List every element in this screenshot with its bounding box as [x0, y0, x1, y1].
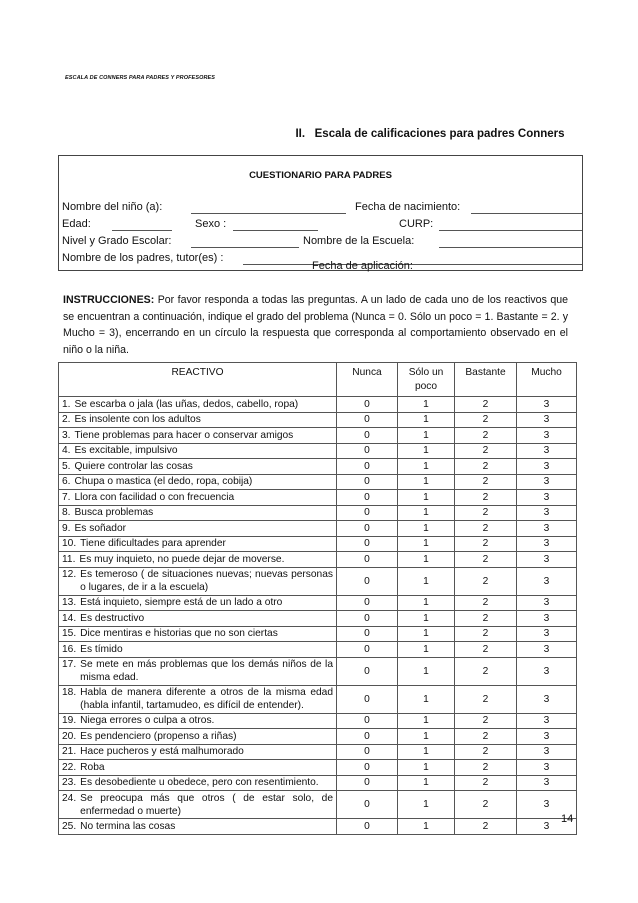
score-little[interactable]: 1: [398, 819, 455, 835]
item-cell: [59, 521, 337, 537]
score-never[interactable]: 0: [337, 744, 398, 760]
item-text: Es pendenciero (propenso a riñas): [80, 730, 237, 742]
section-heading: [0, 128, 638, 140]
score-quite[interactable]: 2: [455, 611, 517, 627]
item-cell: [59, 567, 337, 595]
child-name-label: Nombre del niño (a):: [62, 201, 163, 213]
item-text: Tiene dificultades para aprender: [80, 538, 226, 550]
score-much[interactable]: 3: [517, 490, 577, 506]
score-quite[interactable]: 2: [455, 428, 517, 444]
item-cell: [59, 775, 337, 791]
item-text: Habla de manera diferente a otros de la misma edad (habla infantil, tartamudeo, es difícil de entender).: [80, 687, 333, 711]
item-text: Es temeroso ( de situaciones nuevas; nuevas personas o lugares, de ir a la escuela): [80, 569, 333, 593]
score-little[interactable]: 1: [398, 490, 455, 506]
item-text: Hace pucheros y está malhumorado: [80, 746, 244, 758]
item-number: 7.: [62, 491, 71, 503]
score-quite[interactable]: 2: [455, 567, 517, 595]
score-little[interactable]: 1: [398, 775, 455, 791]
item-cell: [59, 760, 337, 776]
score-little[interactable]: 1: [398, 744, 455, 760]
item-number: 1.: [62, 398, 71, 410]
score-never[interactable]: 0: [337, 657, 398, 685]
table-row: [59, 760, 577, 776]
score-much[interactable]: 3: [517, 760, 577, 776]
item-cell: [59, 536, 337, 552]
item-number: 15.: [62, 628, 77, 640]
table-row: [59, 791, 577, 819]
item-cell: [59, 505, 337, 521]
score-quite[interactable]: 2: [455, 760, 517, 776]
item-text: Chupa o mastica (el dedo, ropa, cobija): [74, 476, 253, 488]
score-much[interactable]: 3: [517, 428, 577, 444]
item-text: Llora con facilidad o con frecuencia: [74, 491, 235, 503]
score-much[interactable]: 3: [517, 505, 577, 521]
item-cell: [59, 713, 337, 729]
table-row: [59, 459, 577, 475]
curp-field[interactable]: [439, 230, 582, 231]
table-header-row: [59, 363, 577, 397]
item-text: Roba: [80, 761, 105, 773]
score-never[interactable]: 0: [337, 626, 398, 642]
score-quite[interactable]: 2: [455, 642, 517, 658]
item-cell: [59, 626, 337, 642]
score-never[interactable]: 0: [337, 397, 398, 413]
age-field[interactable]: [112, 230, 172, 231]
score-quite[interactable]: 2: [455, 744, 517, 760]
score-little[interactable]: 1: [398, 443, 455, 459]
score-never[interactable]: 0: [337, 428, 398, 444]
score-quite[interactable]: 2: [455, 412, 517, 428]
table-row: [59, 713, 577, 729]
parent-questionnaire-form: [58, 155, 583, 271]
table-row: [59, 428, 577, 444]
item-cell: [59, 819, 337, 835]
score-little[interactable]: 1: [398, 657, 455, 685]
item-text: Se preocupa más que otros ( de estar solo, de enfermedad o muerte): [80, 792, 333, 817]
table-row: [59, 595, 577, 611]
score-little[interactable]: 1: [398, 626, 455, 642]
score-much[interactable]: 3: [517, 521, 577, 537]
score-little[interactable]: 1: [398, 567, 455, 595]
curp-label: CURP:: [399, 218, 434, 230]
score-never[interactable]: 0: [337, 443, 398, 459]
form-title: CUESTIONARIO PARA PADRES: [249, 170, 392, 181]
score-quite[interactable]: 2: [455, 443, 517, 459]
score-little[interactable]: 1: [398, 791, 455, 819]
score-quite[interactable]: 2: [455, 626, 517, 642]
score-little[interactable]: 1: [398, 642, 455, 658]
score-much[interactable]: 3: [517, 791, 577, 819]
score-never[interactable]: 0: [337, 505, 398, 521]
score-never[interactable]: 0: [337, 642, 398, 658]
score-little[interactable]: 1: [398, 760, 455, 776]
age-label: Edad:: [62, 218, 91, 230]
instructions-label: INSTRUCCIONES:: [63, 294, 155, 306]
item-number: 3.: [62, 429, 71, 441]
item-cell: [59, 729, 337, 745]
instructions: [63, 292, 568, 358]
table-row: [59, 744, 577, 760]
item-number: 14.: [62, 612, 77, 624]
score-much[interactable]: 3: [517, 713, 577, 729]
item-text: Es insolente con los adultos: [74, 414, 201, 426]
table-row: [59, 490, 577, 506]
section-number: II.: [295, 128, 306, 140]
item-text: Es soñador: [74, 522, 127, 534]
score-much[interactable]: 3: [517, 412, 577, 428]
running-header: ESCALA DE CONNERS PARA PADRES Y PROFESORES: [65, 75, 216, 81]
item-text: Quiere controlar las cosas: [74, 460, 193, 472]
item-text: Es tímido: [80, 643, 123, 655]
score-little[interactable]: 1: [398, 397, 455, 413]
item-cell: [59, 412, 337, 428]
score-never[interactable]: 0: [337, 536, 398, 552]
page-number: 14: [561, 813, 574, 825]
score-little[interactable]: 1: [398, 685, 455, 713]
score-quite[interactable]: 2: [455, 791, 517, 819]
item-number: 5.: [62, 460, 71, 472]
table-row: [59, 443, 577, 459]
header-item: REACTIVO: [59, 363, 337, 397]
score-quite[interactable]: 2: [455, 657, 517, 685]
item-text: Es muy inquieto, no puede dejar de moverse.: [79, 553, 285, 565]
table-row: [59, 567, 577, 595]
table-row: [59, 505, 577, 521]
score-much[interactable]: 3: [517, 744, 577, 760]
item-number: 10.: [62, 538, 77, 550]
score-quite[interactable]: 2: [455, 819, 517, 835]
school-name-label: Nombre de la Escuela:: [303, 235, 415, 247]
score-little[interactable]: 1: [398, 428, 455, 444]
score-quite[interactable]: 2: [455, 397, 517, 413]
school-level-field[interactable]: [191, 247, 299, 248]
item-cell: [59, 642, 337, 658]
score-never[interactable]: 0: [337, 595, 398, 611]
score-never[interactable]: 0: [337, 729, 398, 745]
item-text: Se mete en más problemas que los demás niños de la misma edad.: [80, 659, 333, 683]
score-never[interactable]: 0: [337, 775, 398, 791]
header-much: Mucho: [517, 363, 577, 397]
score-much[interactable]: 3: [517, 567, 577, 595]
table-row: [59, 611, 577, 627]
section-title: Escala de calificaciones para padres Conners: [314, 128, 565, 140]
score-little[interactable]: 1: [398, 412, 455, 428]
item-number: 18.: [62, 687, 77, 698]
item-cell: [59, 428, 337, 444]
item-number: 6.: [62, 476, 71, 488]
item-number: 24.: [62, 792, 77, 804]
item-number: 16.: [62, 643, 77, 655]
item-cell: [59, 459, 337, 475]
score-quite[interactable]: 2: [455, 474, 517, 490]
score-never[interactable]: 0: [337, 459, 398, 475]
score-little[interactable]: 1: [398, 713, 455, 729]
table-row: [59, 474, 577, 490]
item-number: 23.: [62, 777, 77, 789]
item-number: 25.: [62, 820, 77, 832]
table-row: [59, 642, 577, 658]
table-row: [59, 657, 577, 685]
item-number: 12.: [62, 569, 77, 580]
item-cell: [59, 657, 337, 685]
item-cell: [59, 611, 337, 627]
sex-field[interactable]: [233, 230, 318, 231]
score-much[interactable]: 3: [517, 552, 577, 568]
table-row: [59, 412, 577, 428]
score-quite[interactable]: 2: [455, 595, 517, 611]
item-cell: [59, 397, 337, 413]
table-row: [59, 397, 577, 413]
score-little[interactable]: 1: [398, 459, 455, 475]
item-text: Busca problemas: [74, 507, 154, 519]
score-much[interactable]: 3: [517, 459, 577, 475]
item-text: Es destructivo: [80, 612, 145, 624]
score-much[interactable]: 3: [517, 685, 577, 713]
table-row: [59, 775, 577, 791]
item-number: 4.: [62, 445, 71, 457]
score-little[interactable]: 1: [398, 729, 455, 745]
score-never[interactable]: 0: [337, 713, 398, 729]
score-never[interactable]: 0: [337, 791, 398, 819]
item-text: Tiene problemas para hacer o conservar amigos: [74, 429, 294, 441]
score-little[interactable]: 1: [398, 474, 455, 490]
table-row: [59, 626, 577, 642]
score-little[interactable]: 1: [398, 611, 455, 627]
score-never[interactable]: 0: [337, 611, 398, 627]
score-quite[interactable]: 2: [455, 521, 517, 537]
score-much[interactable]: 3: [517, 626, 577, 642]
score-never[interactable]: 0: [337, 474, 398, 490]
item-number: 20.: [62, 730, 77, 742]
questionnaire-table: [58, 362, 577, 835]
score-quite[interactable]: 2: [455, 505, 517, 521]
score-much[interactable]: 3: [517, 443, 577, 459]
item-text: Dice mentiras e historias que no son ciertas: [80, 628, 278, 640]
table-row: [59, 729, 577, 745]
item-cell: [59, 791, 337, 819]
item-cell: [59, 443, 337, 459]
item-number: 9.: [62, 522, 71, 534]
school-name-field[interactable]: [439, 247, 582, 248]
score-little[interactable]: 1: [398, 595, 455, 611]
item-cell: [59, 552, 337, 568]
score-never[interactable]: 0: [337, 552, 398, 568]
item-text: Se escarba o jala (las uñas, dedos, cabello, ropa): [74, 398, 299, 410]
school-level-label: Nivel y Grado Escolar:: [62, 235, 172, 247]
score-much[interactable]: 3: [517, 595, 577, 611]
item-cell: [59, 490, 337, 506]
parents-name-label: Nombre de los padres, tutor(es) :: [62, 252, 224, 264]
child-name-field[interactable]: [191, 213, 346, 214]
item-number: 21.: [62, 746, 77, 758]
item-cell: [59, 685, 337, 713]
score-little[interactable]: 1: [398, 552, 455, 568]
score-quite[interactable]: 2: [455, 713, 517, 729]
score-quite[interactable]: 2: [455, 685, 517, 713]
score-much[interactable]: 3: [517, 657, 577, 685]
table-row: [59, 536, 577, 552]
score-much[interactable]: 3: [517, 642, 577, 658]
score-much[interactable]: 3: [517, 729, 577, 745]
score-never[interactable]: 0: [337, 760, 398, 776]
table-row: [59, 685, 577, 713]
score-never[interactable]: 0: [337, 685, 398, 713]
item-number: 13.: [62, 597, 77, 609]
item-number: 19.: [62, 715, 77, 727]
item-number: 17.: [62, 659, 77, 670]
score-much[interactable]: 3: [517, 474, 577, 490]
item-cell: [59, 595, 337, 611]
birth-date-field[interactable]: [471, 213, 582, 214]
score-much[interactable]: 3: [517, 397, 577, 413]
item-number: 11.: [62, 553, 76, 565]
sex-label: Sexo :: [195, 218, 227, 230]
item-text: Niega errores o culpa a otros.: [80, 715, 215, 727]
item-number: 8.: [62, 507, 71, 519]
score-never[interactable]: 0: [337, 819, 398, 835]
header-quite: Bastante: [455, 363, 517, 397]
score-quite[interactable]: 2: [455, 536, 517, 552]
item-text: Es excitable, impulsivo: [74, 445, 178, 457]
header-little: Sólo un poco: [398, 363, 455, 397]
item-cell: [59, 744, 337, 760]
application-date-label: Fecha de aplicación:: [312, 260, 413, 272]
score-much[interactable]: 3: [517, 775, 577, 791]
score-little[interactable]: 1: [398, 505, 455, 521]
item-number: 2.: [62, 414, 71, 426]
item-text: Es desobediente u obedece, pero con resentimiento.: [80, 777, 319, 789]
header-never: Nunca: [337, 363, 398, 397]
item-number: 22.: [62, 761, 77, 773]
score-much[interactable]: 3: [517, 536, 577, 552]
score-little[interactable]: 1: [398, 521, 455, 537]
score-much[interactable]: 3: [517, 819, 577, 835]
birth-date-label: Fecha de nacimiento:: [355, 201, 461, 213]
instructions-text: Por favor responda a todas las preguntas. A un lado de cada uno de los reactivos que se encuentran a continuación, indique el grado del problema (Nunca = 0. Sólo un poco = 1. Bastante = 2. y Mucho = 3), encerrando en un círculo la respuesta que corresponda al comportamiento observado en el niño o la niña.: [63, 294, 568, 356]
item-cell: [59, 474, 337, 490]
score-quite[interactable]: 2: [455, 775, 517, 791]
score-quite[interactable]: 2: [455, 552, 517, 568]
table-row: [59, 552, 577, 568]
score-quite[interactable]: 2: [455, 490, 517, 506]
score-never[interactable]: 0: [337, 567, 398, 595]
item-text: No termina las cosas: [80, 820, 176, 832]
table-row: [59, 521, 577, 537]
score-quite[interactable]: 2: [455, 459, 517, 475]
item-text: Está inquieto, siempre está de un lado a otro: [80, 597, 283, 609]
score-never[interactable]: 0: [337, 412, 398, 428]
score-never[interactable]: 0: [337, 490, 398, 506]
score-never[interactable]: 0: [337, 521, 398, 537]
score-little[interactable]: 1: [398, 536, 455, 552]
table-row: [59, 819, 577, 835]
score-quite[interactable]: 2: [455, 729, 517, 745]
score-much[interactable]: 3: [517, 611, 577, 627]
